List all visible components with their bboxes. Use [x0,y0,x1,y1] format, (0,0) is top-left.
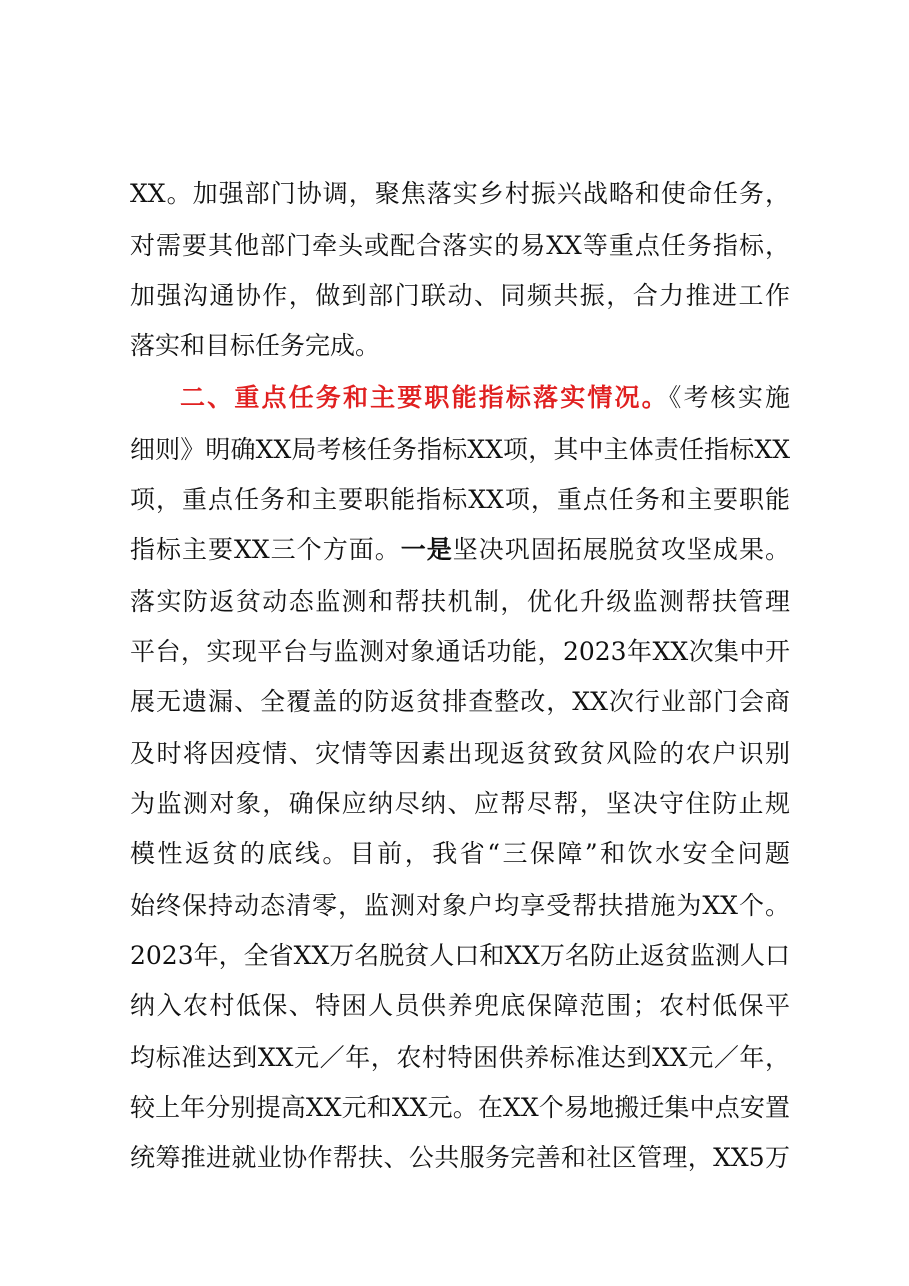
body-line-1: XX。加强部门协调，聚焦落实乡村振兴战略和使命任务， [130,179,790,208]
body-line-19: 较上年分别提高XX元和XX元。在XX个易地搬迁集中点安置 [130,1093,790,1122]
body-line-12: 及时将因疫情、灾情等因素出现返贫致贫风险的农户识别 [130,739,790,768]
body-line-6: 细则》明确XX局考核任务指标XX项，其中主体责任指标XX [130,435,790,464]
body-line-2: 对需要其他部门牵头或配合落实的易XX等重点任务指标， [130,231,790,260]
line-8-end: 坚决巩固拓展脱贫攻坚成果。 [452,535,790,564]
line-8-start: 指标主要XX三个方面。 [130,535,401,564]
body-line-20: 统筹推进就业协作帮扶、公共服务完善和社区管理，XX5万 [130,1143,790,1172]
body-line-11: 展无遗漏、全覆盖的防返贫排查整改，XX次行业部门会商 [130,687,790,716]
bold-lead: 一是 [400,535,453,564]
body-line-10: 平台，实现平台与监测对象通话功能，2023年XX次集中开 [130,637,790,666]
body-line-8 [130,530,790,570]
body-line-15: 始终保持动态清零，监测对象户均享受帮扶措施为XX个。 [130,891,790,920]
body-line-4: 落实和目标任务完成。 [130,331,381,360]
body-line-3: 加强沟通协作，做到部门联动、同频共振，合力推进工作 [130,281,790,310]
section-heading-line [180,378,790,418]
body-line-7: 项，重点任务和主要职能指标XX项，重点任务和主要职能 [130,485,790,514]
heading-line-tail: 《考核实施 [668,383,790,412]
body-line-14: 模性返贫的底线。目前，我省“三保障”和饮水安全问题 [130,839,790,868]
body-line-17: 纳入农村低保、特困人员供养兜底保障范围；农村低保平 [130,991,790,1020]
body-line-18: 均标准达到XX元／年，农村特困供养标准达到XX元／年， [130,1043,790,1072]
body-line-13: 为监测对象，确保应纳尽纳、应帮尽帮，坚决守住防止规 [130,789,790,818]
body-line-16: 2023年，全省XX万名脱贫人口和XX万名防止返贫监测人口 [130,941,790,970]
body-line-9: 落实防返贫动态监测和帮扶机制，优化升级监测帮扶管理 [130,587,790,616]
section-heading: 二、重点任务和主要职能指标落实情况。 [180,383,669,412]
